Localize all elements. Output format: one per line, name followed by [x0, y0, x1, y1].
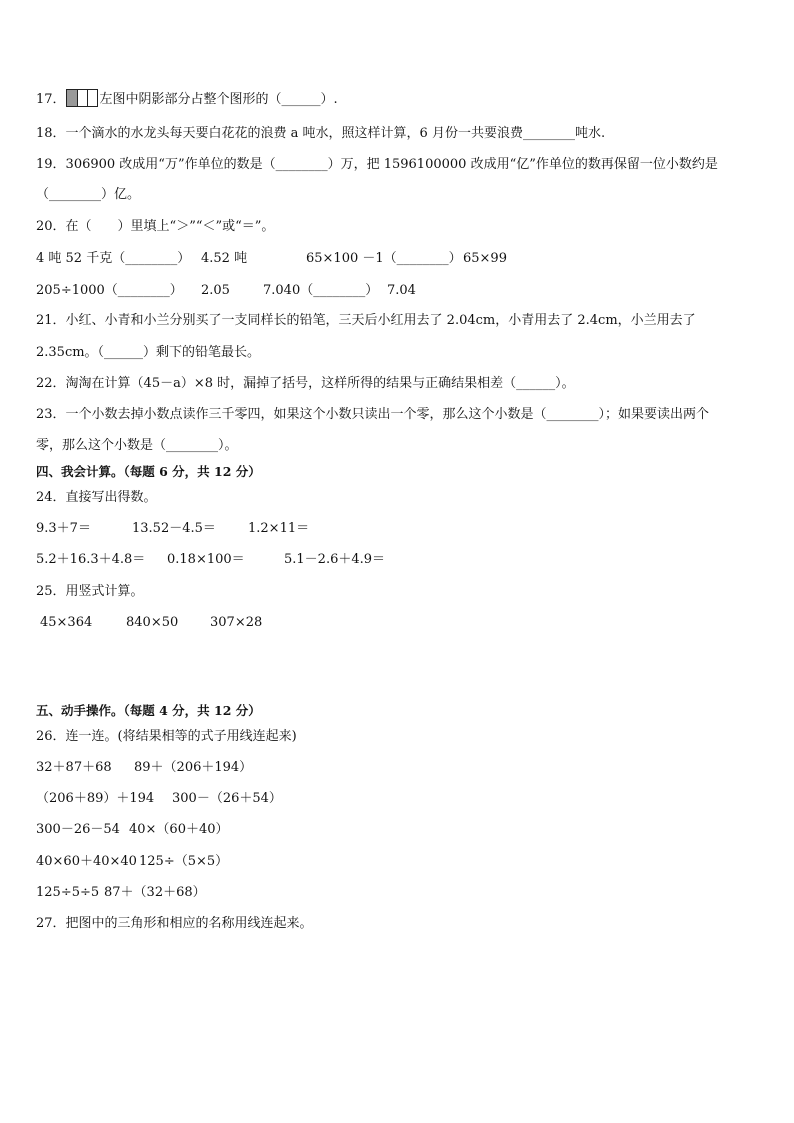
- question-22: 22．淘淘在计算（45－a）×8 时，漏掉了括号，这样所得的结果与正确结果相差（______）。: [36, 376, 575, 391]
- question-23-line-1: 23．一个小数去掉小数点读作三千零四，如果这个小数只读出一个零，那么这个小数是（________）；如果要读出两个: [36, 407, 710, 422]
- matching-right-item[interactable]: 40×（60＋40）: [129, 822, 229, 837]
- section-5-heading: 五、动手操作。（每题 4 分，共 12 分）: [36, 703, 261, 718]
- matching-right-item[interactable]: 89＋（206＋194）: [134, 760, 253, 775]
- question-17-text: 左图中阴影部分占整个图形的（______）.: [99, 92, 338, 107]
- question-20-row1-right-b: 65×99: [463, 251, 507, 266]
- matching-right-item[interactable]: 300－（26＋54）: [172, 791, 282, 806]
- question-24-title: 24．直接写出得数。: [36, 490, 157, 505]
- question-24-item: 13.52－4.5＝: [132, 521, 216, 536]
- question-21-line-1: 21．小红、小青和小兰分别买了一支同样长的铅笔，三天后小红用去了 2.04cm，小青用去了 2.4cm，小兰用去了: [36, 313, 696, 328]
- rectangle-shaded-figure: [66, 89, 98, 107]
- matching-left-item[interactable]: 300－26－54: [36, 822, 120, 837]
- question-20-row1-left-a: 4 吨 52 千克（________）: [36, 251, 191, 266]
- question-20-title: 20．在（ ）里填上“＞”“＜”或“＝”。: [36, 219, 275, 234]
- matching-right-item[interactable]: 125÷（5×5）: [139, 854, 229, 869]
- question-24-item: 1.2×11＝: [248, 521, 310, 536]
- question-20-row1-right-a: 4.52 吨: [201, 251, 248, 266]
- question-20-row2-right-a: 2.05: [201, 283, 230, 298]
- question-21-line-2: 2.35cm。（______）剩下的铅笔最长。: [36, 345, 261, 360]
- question-20-row2-right-b: 7.04: [387, 283, 416, 298]
- question-19-line-2: （________）亿。: [36, 187, 141, 202]
- question-17-number: 17．: [36, 92, 66, 107]
- question-24-item: 5.1－2.6＋4.9＝: [284, 552, 386, 567]
- matching-left-item[interactable]: 32＋87＋68: [36, 760, 112, 775]
- question-24-item: 5.2＋16.3＋4.8＝: [36, 552, 146, 567]
- question-25-title: 25．用竖式计算。: [36, 584, 144, 599]
- question-17: [36, 89, 338, 108]
- question-24-item: 9.3＋7＝: [36, 521, 91, 536]
- question-25-item: 840×50: [126, 615, 179, 630]
- question-18: 18．一个滴水的水龙头每天要白花花的浪费 a 吨水，照这样计算，6 月份一共要浪费________吨水.: [36, 126, 606, 141]
- matching-left-item[interactable]: 40×60＋40×40: [36, 854, 137, 869]
- question-20-row2-left-a: 205÷1000（________）: [36, 283, 183, 298]
- matching-left-item[interactable]: 125÷5÷5: [36, 885, 100, 900]
- question-26-title: 26．连一连。(将结果相等的式子用线连起来): [36, 729, 297, 744]
- question-25-item: 307×28: [210, 615, 263, 630]
- question-25-item: 45×364: [40, 615, 93, 630]
- matching-right-item[interactable]: 87＋（32＋68）: [104, 885, 206, 900]
- question-23-line-2: 零，那么这个小数是（________）。: [36, 438, 238, 453]
- question-24-item: 0.18×100＝: [167, 552, 245, 567]
- matching-left-item[interactable]: （206＋89）＋194: [36, 791, 155, 806]
- section-4-heading: 四、我会计算。（每题 6 分，共 12 分）: [36, 464, 261, 479]
- question-19-line-1: 19．306900 改成用“万”作单位的数是（________）万，把 1596100000 改成用“亿”作单位的数再保留一位小数约是: [36, 157, 718, 172]
- question-27-title: 27．把图中的三角形和相应的名称用线连起来。: [36, 916, 313, 931]
- question-20-row1-left-b: 65×100 －1（________）: [306, 251, 462, 266]
- question-20-row2-left-b: 7.040（________）: [263, 283, 379, 298]
